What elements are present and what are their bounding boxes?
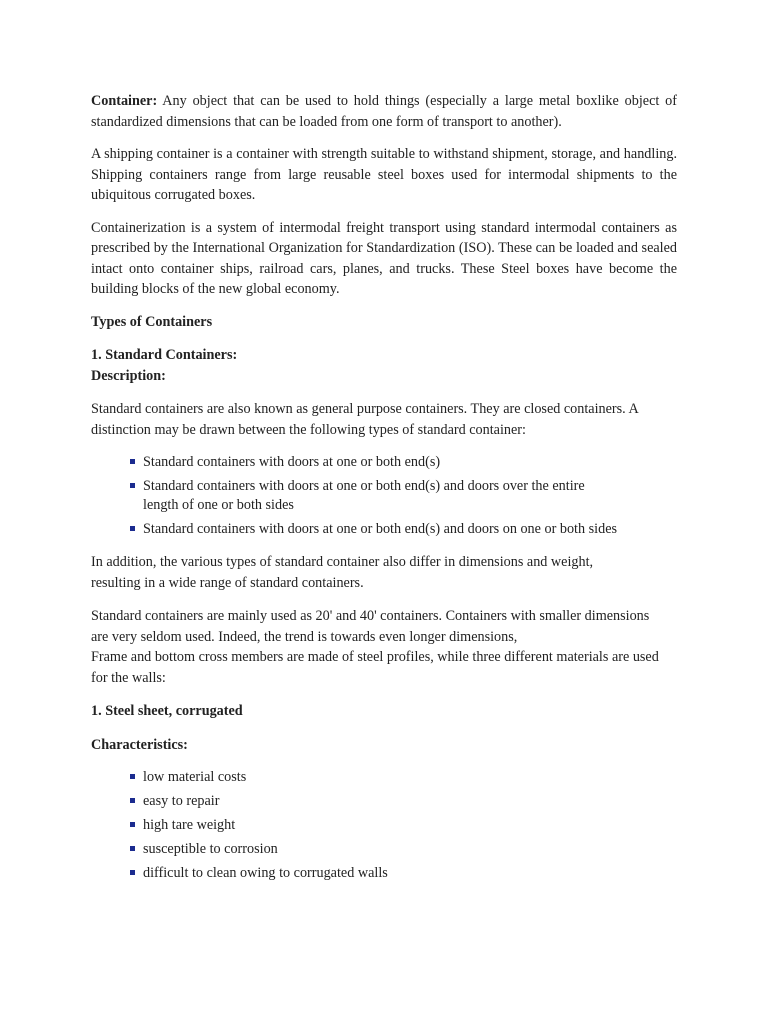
list-item-text: easy to repair: [143, 793, 220, 809]
container-term: Container:: [91, 93, 158, 109]
shipping-container-paragraph: A shipping container is a container with strength suitable to withstand shipment, storage, and handling. Shipping containers range from large reusable steel boxes used for intermodal shipments to the ubiquitous corrugated boxes.: [91, 146, 677, 203]
list-item-text: high tare weight: [143, 817, 236, 833]
list-item: [143, 768, 623, 787]
list-item-text: Standard containers with doors at one or both end(s) and doors on one or both sides: [143, 521, 618, 537]
containerization-paragraph: Containerization is a system of intermodal freight transport using standard intermodal containers as prescribed by the International Organization for Standardization (ISO). These can be loaded and sealed intact onto container ships, railroad cars, planes, and trucks. These Steel boxes have become the building blocks of the new global economy.: [91, 219, 677, 297]
square-bullet-icon: [130, 483, 135, 488]
list-item-text: difficult to clean owing to corrugated walls: [143, 865, 388, 881]
list-item: [143, 840, 623, 859]
usage-line-1: Standard containers are mainly used as 20' and 40' containers. Containers with smaller dimensions are very seldom used. Indeed, the trend is towards even longer dimensions,: [91, 608, 650, 645]
list-item-text: Standard containers with doors at one or both end(s) and doors over the entire length of one or both sides: [143, 478, 585, 513]
list-item-text: low material costs: [143, 769, 247, 785]
usage-paragraph: [91, 606, 666, 688]
types-heading: Types of Containers: [91, 313, 213, 330]
list-item: [143, 477, 623, 515]
square-bullet-icon: [130, 774, 135, 779]
list-item: [143, 792, 623, 811]
list-item-text: susceptible to corrosion: [143, 841, 278, 857]
characteristics-heading: Characteristics:: [91, 736, 188, 753]
addition-paragraph: In addition, the various types of standard container also differ in dimensions and weight, resulting in a wide range of standard containers.: [91, 554, 594, 591]
standard-description-paragraph: Standard containers are also known as general purpose containers. They are closed containers. A distinction may be drawn between the following types of standard container:: [91, 401, 638, 438]
characteristics-list: [91, 768, 623, 883]
list-item: [143, 453, 623, 472]
square-bullet-icon: [130, 459, 135, 464]
document-page: [91, 91, 677, 896]
square-bullet-icon: [130, 870, 135, 875]
square-bullet-icon: [130, 822, 135, 827]
container-definition-text: Any object that can be used to hold things (especially a large metal boxlike object of standardized dimensions that can be loaded from one form of transport to another).: [91, 93, 677, 130]
usage-line-2: Frame and bottom cross members are made of steel profiles, while three different materials are used for the walls:: [91, 649, 659, 686]
square-bullet-icon: [130, 526, 135, 531]
list-item: [143, 864, 623, 883]
list-item: [143, 816, 623, 835]
square-bullet-icon: [130, 846, 135, 851]
description-heading: Description:: [91, 367, 166, 384]
list-item-text: Standard containers with doors at one or both end(s): [143, 454, 441, 470]
standard-types-list: [91, 453, 623, 539]
list-item: [143, 520, 623, 539]
container-definition: [91, 91, 677, 132]
square-bullet-icon: [130, 798, 135, 803]
steel-sheet-heading: 1. Steel sheet, corrugated: [91, 703, 243, 719]
standard-containers-heading: 1. Standard Containers:: [91, 347, 238, 363]
